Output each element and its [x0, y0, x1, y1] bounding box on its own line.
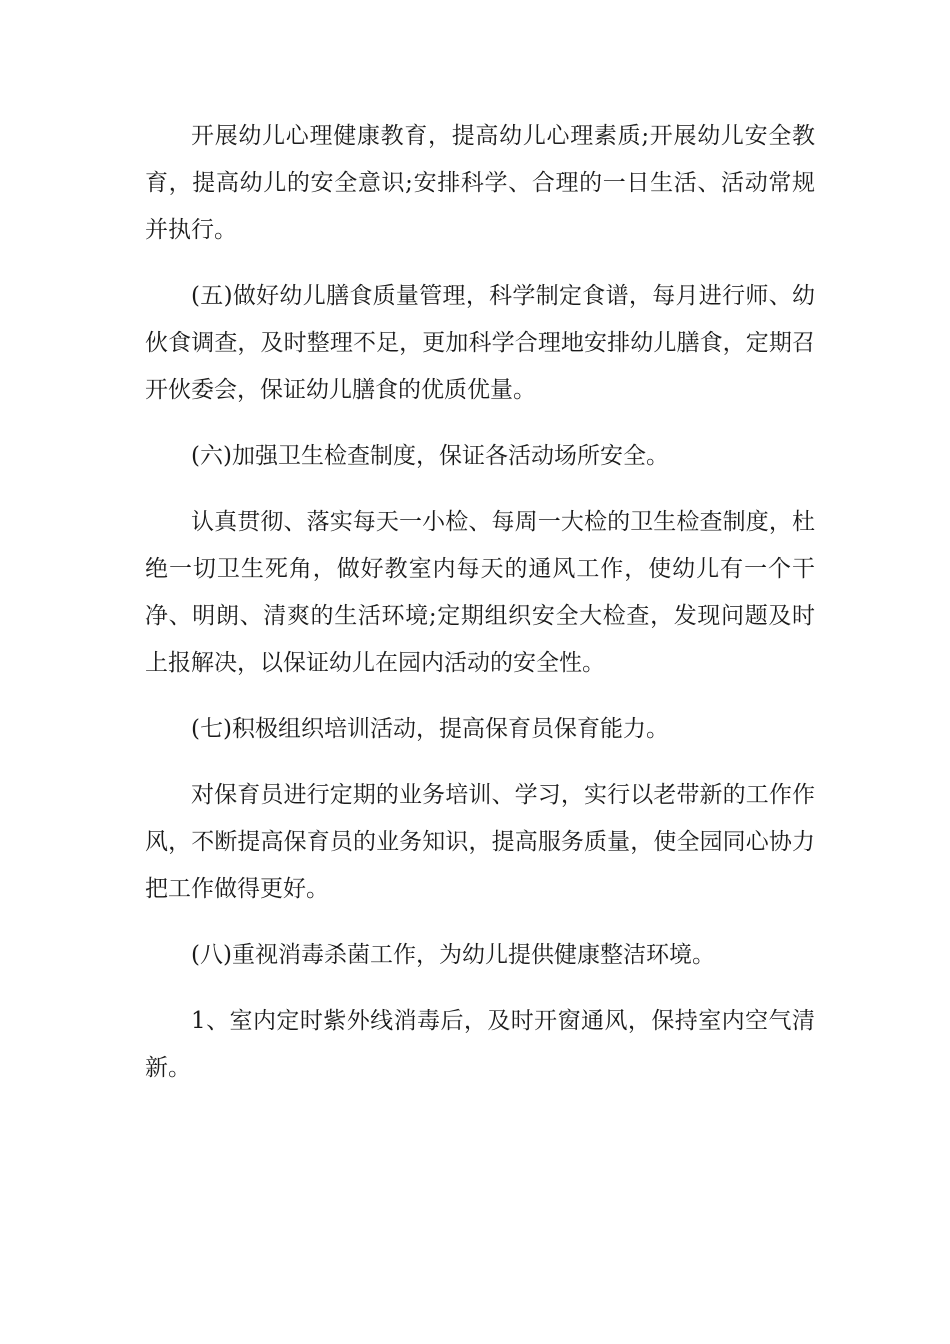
paragraph-hygiene-inspection-details: 认真贯彻、落实每天一小检、每周一大检的卫生检查制度，杜绝一切卫生死角，做好教室内每天的通风工作，使幼儿有一个干净、明朗、清爽的生活环境;定期组织安全大检查，发现问题及时上报解决，以保证幼儿在园内活动的安全性。	[145, 509, 815, 676]
section-heading-8-disinfection: (八)重视消毒杀菌工作，为幼儿提供健康整洁环境。	[191, 942, 715, 968]
section-heading-7-training: (七)积极组织培训活动，提高保育员保育能力。	[191, 716, 669, 742]
section-heading-6-hygiene-inspection: (六)加强卫生检查制度，保证各活动场所安全。	[191, 443, 669, 469]
paragraph-mental-safety-education: 开展幼儿心理健康教育，提高幼儿心理素质;开展幼儿安全教育，提高幼儿的安全意识;安排科学、合理的一日生活、活动常规并执行。	[145, 123, 815, 243]
paragraph-disinfection-item-1: 1、室内定时紫外线消毒后，及时开窗通风，保持室内空气清新。	[145, 1008, 815, 1081]
section-heading-5-meal-management: (五)做好幼儿膳食质量管理，科学制定食谱，每月进行师、幼伙食调查，及时整理不足，更加科学合理地安排幼儿膳食，定期召开伙委会，保证幼儿膳食的优质优量。	[145, 283, 815, 403]
paragraph-training-details: 对保育员进行定期的业务培训、学习，实行以老带新的工作作风，不断提高保育员的业务知识，提高服务质量，使全园同心协力把工作做得更好。	[145, 782, 815, 902]
document-body	[145, 113, 815, 1111]
